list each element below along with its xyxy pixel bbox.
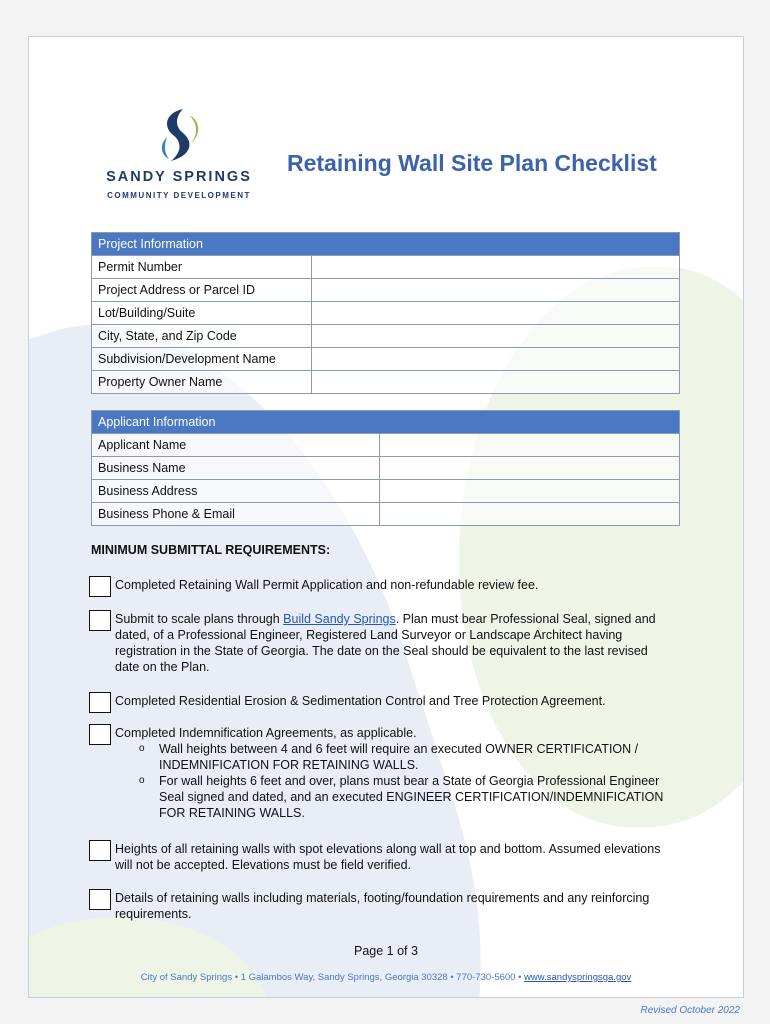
sub-item-text: For wall heights 6 feet and over, plans must bear a State of Georgia Professional Engineer Seal signed and dated, and an executed ENGINEER CERTIFICATION/INDEMNIFICATION FOR RETAINING WALLS.	[159, 774, 664, 820]
business-phone-email-field[interactable]	[380, 503, 680, 526]
checklist-item	[89, 611, 669, 675]
table-row	[92, 434, 680, 457]
page-number: Page 1 of 3	[354, 944, 418, 958]
lot-building-field[interactable]	[312, 302, 680, 325]
website-link[interactable]: www.sandyspringsga.gov	[524, 972, 632, 983]
requirements-heading: MINIMUM SUBMITTAL REQUIREMENTS:	[91, 543, 331, 557]
sub-item	[139, 773, 669, 821]
table-row	[92, 279, 680, 302]
checkbox[interactable]	[89, 692, 111, 713]
item-text-part: Submit to scale plans through	[115, 612, 284, 626]
item-text: Completed Retaining Wall Permit Application and non-refundable review fee.	[115, 578, 539, 592]
field-label: Lot/Building/Suite	[92, 302, 312, 325]
logo-swirl-icon	[149, 107, 209, 163]
document-page	[28, 36, 744, 998]
table-row	[92, 503, 680, 526]
item-text-part: . Plan must bear Professional Seal, signed and dated, of a Professional Engineer, Registered Land Surveyor or Landscape Architect having registration in the State of Georgia. The date on the Seal should be equivalent to the last revised date on the Plan.	[115, 612, 656, 674]
item-text: Completed Residential Erosion & Sedimentation Control and Tree Protection Agreement.	[115, 694, 606, 708]
item-text: Heights of all retaining walls with spot elevations along wall at top and bottom. Assumed elevations will not be accepted. Elevations must be field verified.	[115, 842, 661, 872]
checklist-item	[89, 577, 669, 593]
property-owner-field[interactable]	[312, 371, 680, 394]
applicant-name-field[interactable]	[380, 434, 680, 457]
table-row	[92, 348, 680, 371]
business-name-field[interactable]	[380, 457, 680, 480]
checkbox[interactable]	[89, 889, 111, 910]
page-title: Retaining Wall Site Plan Checklist	[287, 150, 657, 176]
sub-item	[139, 741, 669, 773]
item-text	[115, 611, 669, 675]
checklist-item	[89, 890, 669, 922]
checkbox[interactable]	[89, 576, 111, 597]
table-row	[92, 480, 680, 503]
field-label: Business Phone & Email	[92, 503, 380, 526]
subdivision-field[interactable]	[312, 348, 680, 371]
item-text: Details of retaining walls including materials, footing/foundation requirements and any reinforcing requirements.	[115, 891, 650, 921]
project-info-header: Project Information	[92, 233, 680, 256]
table-row	[92, 256, 680, 279]
permit-number-field[interactable]	[312, 256, 680, 279]
applicant-info-header: Applicant Information	[92, 411, 680, 434]
project-info-table	[91, 232, 680, 394]
field-label: Business Address	[92, 480, 380, 503]
logo-name: SANDY SPRINGS	[106, 169, 252, 185]
field-label: City, State, and Zip Code	[92, 325, 312, 348]
table-row	[92, 325, 680, 348]
project-address-field[interactable]	[312, 279, 680, 302]
footer-text: City of Sandy Springs • 1 Galambos Way, Sandy Springs, Georgia 30328 • 770-730-5600 •	[140, 972, 525, 983]
sub-item-text: Wall heights between 4 and 6 feet will require an executed OWNER CERTIFICATION / INDEMNIFICATION FOR RETAINING WALLS.	[159, 742, 639, 772]
field-label: Applicant Name	[92, 434, 380, 457]
checklist-item	[89, 841, 669, 873]
business-address-field[interactable]	[380, 480, 680, 503]
field-label: Property Owner Name	[92, 371, 312, 394]
footer	[29, 972, 743, 983]
city-state-zip-field[interactable]	[312, 325, 680, 348]
sandy-springs-logo	[89, 107, 269, 200]
checkbox[interactable]	[89, 610, 111, 631]
item-text: Completed Indemnification Agreements, as applicable.	[115, 726, 417, 740]
applicant-info-table	[91, 410, 680, 526]
bullet-icon: o	[139, 743, 145, 754]
logo-subtitle: COMMUNITY DEVELOPMENT	[107, 191, 251, 200]
table-row	[92, 302, 680, 325]
field-label: Project Address or Parcel ID	[92, 279, 312, 302]
checkbox[interactable]	[89, 724, 111, 745]
field-label: Permit Number	[92, 256, 312, 279]
build-sandy-springs-link[interactable]: Build Sandy Springs	[283, 612, 396, 626]
table-row	[92, 371, 680, 394]
bullet-icon: o	[139, 775, 145, 786]
checklist-item	[89, 693, 669, 709]
field-label: Subdivision/Development Name	[92, 348, 312, 371]
checklist-item	[89, 725, 669, 821]
checkbox[interactable]	[89, 840, 111, 861]
field-label: Business Name	[92, 457, 380, 480]
table-row	[92, 457, 680, 480]
revised-date: Revised October 2022	[640, 1005, 740, 1016]
